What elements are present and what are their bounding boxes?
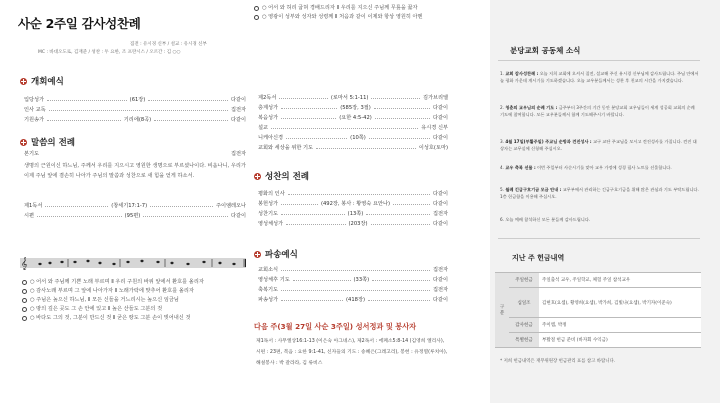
cross-icon [20,78,27,85]
divider [498,238,700,239]
notice-item-1: 1. 교회 감사성찬례 : 오늘 저희 교회에 오셔서 집전, 설교해 주신 유시경 신부님께 감사드립니다. 주님 안에서 늘 평화 가운데 계시기를 기도하겠습니다. 오늘 교우분들께서는 성찬 후 친교의 시간을 가지겠습니다. [500,71,699,84]
list-item: ○ 어서 와 주님께 기쁜 노래 부르며 Ⅱ 우리 구원의 바위 앞에서 환호를 올리자 [22,278,244,287]
list-item: ○ 바다도 그의 것, 그분이 만드신 것 Ⅱ 굳은 땅도 그분 손이 빚어내신 것 [22,314,244,323]
psalm-verses [22,278,244,323]
section-eucharist [254,170,309,182]
offering-note: * 저희 헌금내역은 재무위원장 헌금관리 표를 참고 바랍니다. [500,359,616,364]
list-item: 봉헌성가 (492장, 봉사 : 황영숙 요안나) 다같이 [258,200,449,207]
offering-title: 지난 주 헌금내역 [512,254,565,262]
collect-text: 생명의 근원이신 하느님, 주께서 우리를 지으시고 영원한 생명으로 부르셨나이다. 비옵나니, 우리가 이제 주님 앞에 겸손히 나아가 주님의 말씀과 성찬으로 새 힘을 얻게 하소서. [24,163,246,179]
section-opening [20,75,64,87]
list-item: 평화의 인사 다같이 [258,190,448,197]
list-item: 시편 (95편) 다같이 [24,212,246,219]
list-item: ○ 땅의 깊은 곳도 그 손 안에 있고 Ⅱ 높은 산들도 그분의 것 [22,305,244,314]
table-row: 십일조 김현호(요셉), 황영희(요셉), 박가희, 김빛나(요셉), 박기자(이준숙) [495,288,701,318]
list-item: 층계성가 (585장, 3절) 다같이 [258,104,449,111]
list-item: 제1독서 (창세기17:1-7) 주이엠레오나 [24,202,247,209]
list-item: 교회소식 집전자 [258,266,448,273]
word-list [24,200,246,220]
section-dismissal-label: 파송예식 [265,250,298,260]
cross-icon [20,139,27,146]
notice-title: 분당교회 공동체 소식 [510,46,581,55]
psalm-tone-score [20,256,246,270]
cross-icon [254,251,261,258]
notice-item-5: 5. 월례 긴급구호기금 모금 안내 : 교무부에서 관리하는 긴급구호기금을 위해 많은 관심과 기도 부탁드립니다. 1층 헌금함을 이용해 주십시오. [500,187,699,200]
list-item: 제2독서 (로마서 5:1-11) 김가브리엘 [258,94,448,101]
list-item: 복음성가 (요한 4:5-42) 다같이 [258,114,449,121]
word-list-2 [258,92,448,152]
list-item: 파송성가 (418장) 다같이 [258,296,448,303]
collect-row: 본기도 집전자 [24,150,246,157]
list-item: 성찬기도 (13쪽) 집전자 [258,210,449,217]
svg-text:𝄞: 𝄞 [21,257,28,270]
list-item: 니케아신경 (10쪽) 다같이 [258,134,448,141]
dismissal-list [258,264,448,304]
cross-icon [254,173,261,180]
eucharist-list [258,188,448,228]
list-item: 영성체후 기도 (33쪽) 다같이 [258,276,448,283]
offering-table [495,272,701,348]
list-item: 축복기도 집전자 [258,286,448,293]
list-item: 교회와 세상을 위한 기도 이성호(토마) [258,144,448,151]
page-title: 사순 2주일 감사성찬례 [18,16,141,31]
table-row: 감사헌금 주이엠, 박정 [495,318,701,333]
staff-line-1: 집전 : 유시경 신부 / 설교 : 유시경 신부 [130,42,207,47]
list-item: ○ 영광이 성부와 성자와 성령께 Ⅱ 처음과 같이 이제와 항상 영원히 아멘 [254,13,448,22]
list-item: 영성체성가 (203장) 다같이 [258,220,449,227]
list-item: ○ 감사노래 부르며 그 앞에 나아가자 Ⅱ 노래가락에 맞추어 환호를 올리자 [22,287,244,296]
table-row: 구분 주일헌금 주일출석 교우, 주일학교, 체험 주일 참석교우 [495,273,701,288]
list-item: ○ 주님은 높으신 하느님, Ⅱ 모든 신들을 거느리시는 높으신 임금님 [22,296,244,305]
list-item: 기원송가 기리에(8곡) 다같이 [24,116,246,123]
list-item: ○ 어서 와 허리 굽혀 경배드리자 Ⅱ 우리를 지으신 주님께 무릎을 꿇자 [254,4,448,13]
opening-list [24,94,246,124]
notice-item-4: 4. 교우 축복 선물 : 이번 주일부터 사순시기를 맞아 교우 가정에 성경 필사 노트를 선물합니다. [500,165,672,170]
section-dismissal [254,248,298,260]
section-word [20,136,75,148]
offering-group-label: 구분 [495,273,509,348]
staff-line-2: MC : 바대오도로, 김재준 / 성찬 : 두 요한, 조 프란시스 / 오르간 : 김 ○○ [38,50,181,55]
section-word-label: 말씀의 전례 [31,138,76,148]
table-row: 특별헌금 부활절 헌금 준비 (바자회 수익금) [495,333,701,348]
section-eucharist-label: 성찬의 전례 [265,172,310,182]
list-item: 설교 유시경 신부 [258,124,448,131]
notice-item-6: 6. 오늘 예배 참석하신 모든 분들께 감사드립니다. [500,217,591,222]
list-item: 입당성가 (61장) 다같이 [24,96,247,103]
next-week-title: 다음 주(3월 27일 사순 3주일) 성서정과 및 봉사자 [254,322,417,331]
list-item: 인사 교독 집전자 [24,106,246,113]
section-opening-label: 개회예식 [31,77,64,87]
divider [498,60,700,61]
psalm-verses-continued [254,4,448,22]
notice-item-2: 2. 청춘의 교우님의 순례 기도 : 금주부터 3주간의 기간 동안 분당교회 교우님들이 세계 성공회 교회의 순례 기도에 참여합니다. 모든 교우분들께서 함께 기도해주시기 바랍니다. [500,105,695,118]
notice-item-3: 3. 4월 17일(부활주일) 주교님 순방과 견진성사 : 교구 교단 주교님을 모시고 견진성사를 가집니다. 견진 대상자는 교무실에 신청해 주십시오. [500,139,697,152]
next-week-readings: 제1독서 : 사무엘상16:1-13 (이은숙 아그네스), 제2독서 : 에페소5:8-14 (김영희 엘리사), 시편 : 23편, 복음 : 요한 9:1-41, 신자들의 기도 : 송혜은(그레고리), 봉헌 : 유정열(루치아), 해설봉사 : 박 갈라라, 김 류비스 [256,339,448,366]
